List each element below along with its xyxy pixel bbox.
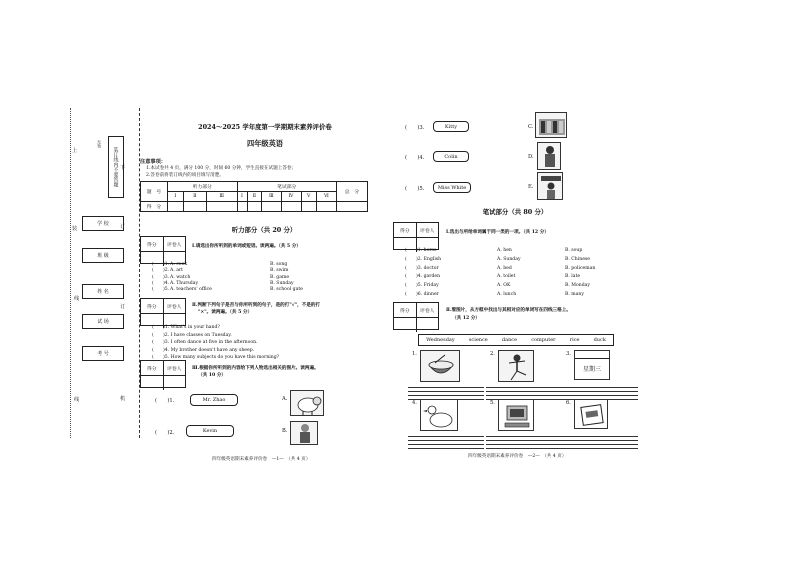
science-book-picture [574, 399, 608, 429]
score-cell[interactable] [316, 202, 336, 212]
pic-label-d: D. [528, 154, 534, 160]
pic-num-6: 6. [566, 400, 571, 406]
stamp-score-label: 得分 [141, 361, 164, 375]
option-a: A. toilet [497, 274, 516, 280]
name-tag-mr-zhao: Mr. Zhao [190, 394, 238, 406]
w2-title-2: （共 12 分） [452, 316, 480, 321]
book-icon [575, 400, 609, 430]
score-cell[interactable] [247, 202, 262, 212]
exam-number-field[interactable] [82, 346, 124, 361]
q3-item-1-num[interactable]: ( )1. [155, 398, 175, 404]
rice-bowl-picture [420, 350, 460, 382]
q2-title-1: Ⅱ.判断下列句子是否与你所听到的句子，是的打"√"，不是的打 [192, 303, 321, 308]
stamp-grader-label: 评卷人 [167, 304, 182, 310]
strip-mark-zhuang: 装 [72, 226, 78, 232]
q1-list [152, 262, 303, 293]
exam-title: 2024～2025 学年度第一学期期末素养评价卷 [198, 123, 332, 131]
computer-icon [499, 400, 535, 432]
w1-list [405, 248, 596, 301]
option-b: B. Sunday [270, 280, 294, 286]
calendar-rings [575, 351, 609, 359]
bookshelf-picture [535, 112, 567, 138]
school-label: 学 校 [97, 221, 109, 227]
numeral-cell: Ⅰ [168, 192, 184, 202]
list-item[interactable]: ( )1. What's in your hand? [152, 325, 220, 330]
q3-grading-box [140, 360, 186, 388]
student-picture [537, 172, 563, 200]
strip-mark-down: 下 [120, 165, 126, 171]
score-cell[interactable] [168, 202, 184, 212]
calendar-day-label: 星期三 [582, 366, 601, 373]
name-tag-kevin: Kevin [186, 425, 234, 437]
writing-heading: 笔试部分（共 80 分） [482, 208, 548, 216]
numeral-cell: Ⅴ [301, 192, 316, 202]
item-num[interactable]: ( )6. dinner [405, 291, 439, 297]
score-cell[interactable] [183, 202, 206, 212]
q2-title-2: "×"。读两遍。（共 5 分） [198, 310, 253, 315]
writing-lines-4[interactable] [408, 436, 484, 449]
stamp-score-label: 得分 [141, 237, 164, 251]
q3-item-4-num[interactable]: ( )4. [405, 155, 425, 161]
score-table-listening: 听力部分 [168, 182, 238, 192]
list-item[interactable]: ( )4. My brother doesn't have any sheep. [152, 347, 255, 353]
strip-mark-top: 上 [72, 148, 78, 154]
score-cell[interactable] [206, 202, 237, 212]
option-a: A. art [170, 268, 184, 274]
teacher-picture [537, 142, 561, 170]
list-item[interactable]: ( )5. How many subjects do you have this morning? [152, 355, 280, 361]
score-cell[interactable] [237, 202, 247, 212]
notice-2: 2.答卷前将装订线内的项目填写清楚。 [146, 173, 224, 178]
stamp-score-label: 得分 [394, 303, 417, 317]
pic-num-5: 5. [490, 400, 495, 406]
pic-num-4: 4. [412, 400, 417, 406]
pic-num-1: 1. [412, 351, 417, 357]
score-cell[interactable] [262, 202, 281, 212]
option-a: A. bed [497, 265, 512, 271]
writing-lines-5[interactable] [486, 436, 562, 449]
score-table-writing: 笔试部分 [237, 182, 337, 192]
binding-notice-2: 无效 [97, 140, 102, 148]
numeral-cell: Ⅵ [316, 192, 336, 202]
option-b: B. policeman [565, 265, 596, 271]
stamp-grader-label: 评卷人 [420, 308, 435, 314]
q2-list [152, 325, 279, 363]
score-table-question-label: 题 号 [141, 182, 168, 202]
option-b: B. game [270, 274, 290, 280]
score-cell[interactable] [281, 202, 301, 212]
stamp-grader-label: 评卷人 [420, 228, 435, 234]
exam-room-field[interactable] [82, 314, 124, 329]
page-footer-2: 四年级英语期末素养评价卷 —2— （共 4 页） [468, 454, 567, 459]
item-num[interactable]: ( )2. [152, 268, 170, 274]
option-b: B. late [565, 274, 581, 280]
rice-bowl-icon [421, 351, 461, 383]
binding-notice: 装订线内不要答题 [112, 147, 119, 187]
page-footer-1: 四年级英语期末素养评价卷 —1— （共 4 页） [212, 457, 311, 462]
duck-picture [420, 399, 458, 431]
option-a: A. lunch [497, 291, 517, 297]
stamp-grader-label: 评卷人 [167, 366, 182, 372]
option-b: B. Monday [565, 283, 590, 289]
option-a: A. Sunday [497, 256, 521, 262]
word-bank [418, 334, 614, 346]
name-label: 姓 名 [97, 289, 109, 295]
word-bank-word: rice [569, 337, 580, 343]
person-cooking-icon [291, 422, 319, 446]
list-item [405, 256, 590, 266]
q2-grading-box [140, 298, 186, 326]
stamp-score-label: 得分 [141, 299, 164, 313]
name-tag-miss-white: Miss White [433, 182, 471, 193]
option-a: A. watch [170, 274, 191, 280]
books-icon [536, 113, 568, 139]
strip-mark-ding-2: 订 [120, 304, 126, 310]
q3-item-5-num[interactable]: ( )5. [405, 186, 425, 192]
word-bank-word: computer [531, 337, 556, 343]
exam-subtitle: 四年级英语 [247, 139, 283, 148]
list-item [405, 283, 590, 292]
list-item [405, 291, 584, 301]
class-field[interactable] [82, 248, 124, 263]
numeral-cell: Ⅲ [262, 192, 281, 202]
option-b: B. swim [270, 268, 289, 274]
option-a: A. Thursday [170, 280, 199, 286]
pic-label-c: C. [528, 124, 534, 130]
sheep-picture [290, 390, 324, 416]
exam-number-label: 考 号 [97, 351, 109, 357]
item-num[interactable]: ( )3. [152, 274, 170, 280]
cooking-picture [290, 421, 318, 445]
w1-title: Ⅰ.选出与所给单词属于同一类的一项。（共 12 分） [446, 230, 549, 235]
q3-title-1: Ⅲ.根据你所听到的内容给下列人物选出相关的图片。读两遍。 [192, 366, 319, 371]
notice-title: 注意事项： [140, 159, 166, 165]
student-icon [538, 173, 564, 201]
item-num[interactable]: ( )5. [152, 287, 170, 293]
dancer-icon [499, 351, 535, 383]
q3-item-3-num[interactable]: ( )3. [405, 125, 425, 131]
list-item [405, 274, 581, 283]
item-num[interactable]: ( )1. horse [405, 248, 437, 253]
stamp-score-label: 得分 [394, 223, 417, 237]
stamp-grader-label: 评卷人 [167, 242, 182, 248]
score-table [140, 181, 368, 212]
strip-mark-xian-2: 线 [74, 397, 80, 403]
w1-grading-box [393, 222, 439, 250]
score-table-score-label: 得 分 [141, 202, 168, 212]
stamp-grader-cell[interactable] [164, 376, 186, 390]
score-table-total: 总 分 [337, 182, 368, 202]
q3-item-2-num[interactable]: ( )2. [155, 430, 175, 436]
binding-dotted-line [70, 108, 71, 438]
q3-title-2: （共 10 分） [198, 373, 226, 378]
teacher-icon [538, 143, 562, 171]
q1-grading-box [140, 236, 186, 264]
total-score-cell[interactable] [337, 202, 368, 212]
numeral-cell: Ⅱ [183, 192, 206, 202]
word-bank-word: duck [593, 337, 606, 343]
name-tag-colin: Colin [433, 151, 469, 162]
listening-heading: 听力部分（共 20 分） [231, 226, 297, 234]
strip-mark-ji: 机 [120, 396, 126, 402]
binding-dashed-line [139, 108, 140, 438]
option-b: B. soup [565, 248, 583, 253]
option-a: A. cook [170, 262, 188, 267]
pic-num-3: 3. [566, 351, 571, 357]
exam-room-label: 试 场 [97, 319, 109, 325]
w2-grading-box [393, 302, 439, 330]
numeral-cell: Ⅲ [206, 192, 237, 202]
option-b: B. many [565, 291, 584, 297]
item-num[interactable]: ( )1. [152, 262, 170, 267]
word-bank-word: science [468, 337, 488, 343]
stamp-score-cell[interactable] [141, 376, 164, 390]
item-num[interactable]: ( )3. doctor [405, 265, 439, 271]
option-a: A. hen [497, 248, 512, 253]
item-num[interactable]: ( )4. garden [405, 274, 441, 280]
pic-num-2: 2. [490, 351, 495, 357]
sheep-icon [291, 391, 325, 417]
option-b: B. school gate [270, 287, 303, 293]
list-item[interactable]: ( )2. I have classes on Tuesday. [152, 332, 232, 338]
option-a: A. OK [497, 283, 511, 289]
numeral-cell: Ⅰ [237, 192, 247, 202]
option-b: B. Chinese [565, 256, 590, 262]
option-b: B. song [270, 262, 288, 267]
score-cell[interactable] [301, 202, 316, 212]
q1-title: Ⅰ.请选出你所听到的单词或短语。读两遍。（共 5 分） [192, 244, 301, 249]
stamp-grader-cell[interactable] [417, 318, 439, 332]
list-item[interactable]: ( )3. I often dance at five in the afternoon. [152, 340, 258, 346]
option-a: A. teachers' office [170, 287, 212, 293]
name-tag-kitty: Kitty [433, 121, 469, 132]
item-num[interactable]: ( )2. English [405, 256, 442, 262]
calendar-picture [574, 350, 610, 380]
numeral-cell: Ⅳ [281, 192, 301, 202]
w2-title-1: Ⅱ.看图片，从方框中找出与其相对应的单词写在四线三格上。 [446, 308, 571, 313]
numeral-cell: Ⅱ [247, 192, 262, 202]
strip-mark-xian: 线 [74, 296, 80, 302]
computer-picture [498, 399, 534, 431]
word-bank-word: dance [501, 337, 518, 343]
word-bank-word: Wednesday [426, 337, 455, 343]
school-field[interactable] [82, 216, 124, 231]
list-item [405, 248, 583, 257]
pic-label-b: B. [282, 428, 288, 434]
pic-label-e: E. [528, 184, 534, 190]
item-num[interactable]: ( )5. Friday [405, 283, 439, 289]
duck-icon [421, 400, 459, 432]
strip-mark-ding: 订 [120, 224, 126, 230]
stamp-score-cell[interactable] [394, 318, 417, 332]
class-label: 班 级 [97, 253, 109, 259]
notice-1: 1.本试卷共 4 页，满分 100 分，时间 60 分钟，学生直接在试题上答卷； [146, 166, 297, 171]
item-num[interactable]: ( )4. [152, 280, 170, 286]
list-item [152, 287, 303, 293]
pic-label-a: A. [282, 396, 288, 402]
dancer-picture [498, 350, 534, 382]
writing-lines-6[interactable] [562, 436, 638, 449]
name-field[interactable] [82, 284, 124, 299]
